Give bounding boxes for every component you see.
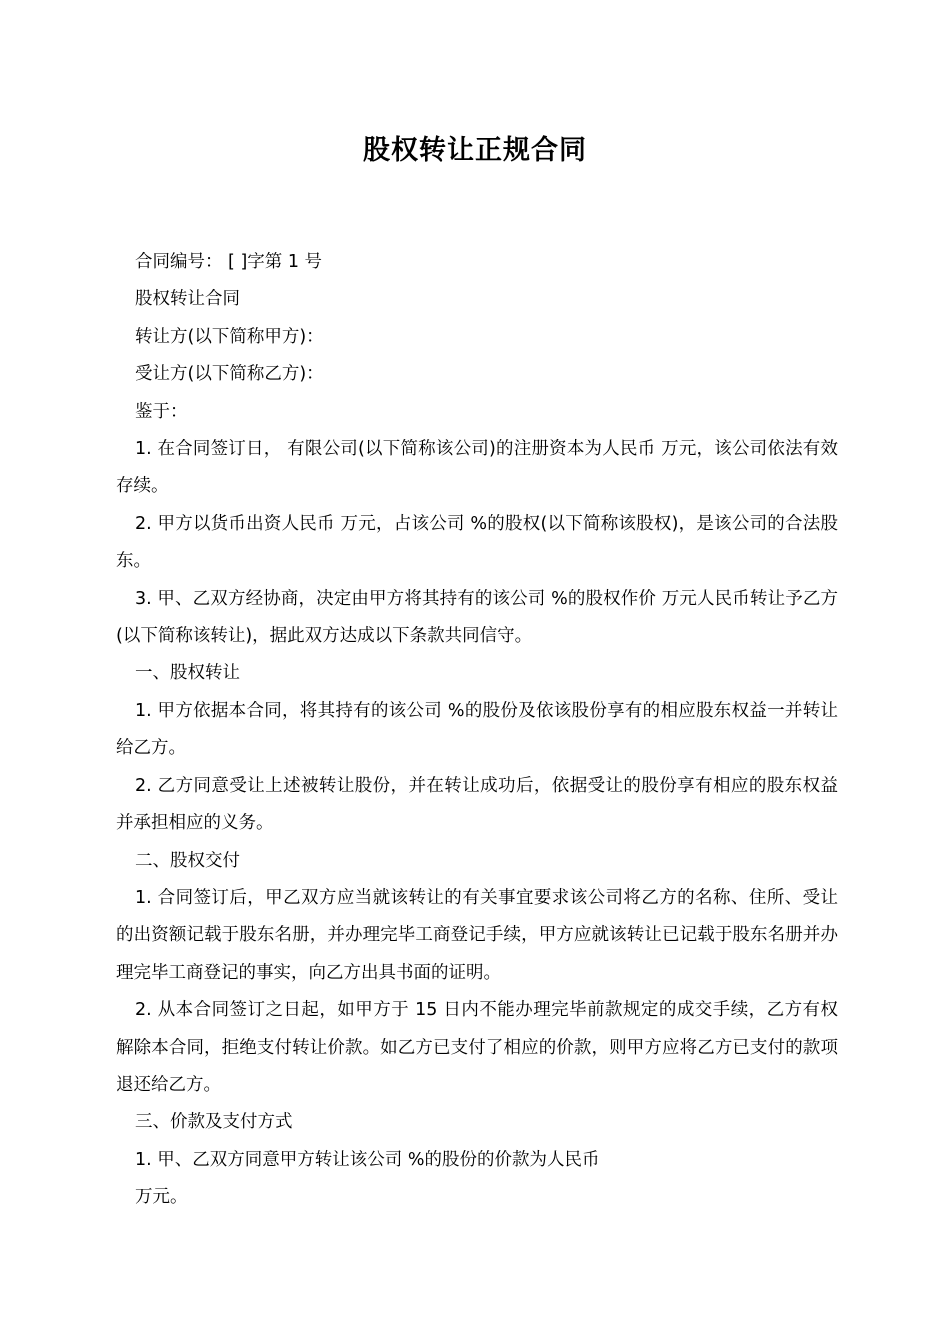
section-heading-equity-transfer: 一、股权转让: [135, 663, 240, 684]
section-heading-equity-delivery: 二、股权交付: [135, 850, 240, 871]
price-clause-1-continued: 万元。: [135, 1187, 188, 1208]
whereas-clause-3: 3. 甲、乙双方经协商，决定由甲方将其持有的该公司 %的股权作价 万元人民币转让予乙方(以下简称该转让)，据此双方达成以下条款共同信守。: [116, 588, 838, 647]
price-clause-1: 1. 甲、乙双方同意甲方转让该公司 %的股份的价款为人民币: [135, 1149, 600, 1170]
whereas-clause-2: 2. 甲方以货币出资人民币 万元，占该公司 %的股权(以下简称该股权)，是该公司的合法股东。: [116, 513, 838, 572]
document-title: 股权转让正规合同: [363, 135, 587, 166]
whereas-heading: 鉴于：: [135, 401, 188, 422]
transferee-line: 受让方(以下简称乙方)：: [135, 364, 324, 385]
equity-delivery-clause-2: 2. 从本合同签订之日起，如甲方于 15 日内不能办理完毕前款规定的成交手续，乙方有权解除本合同，拒绝支付转让价款。如乙方已支付了相应的价款，则甲方应将乙方已支付的款项退还给乙方。: [116, 1000, 838, 1095]
contract-body: [116, 244, 838, 1217]
contract-name: 股权转让合同: [135, 289, 240, 310]
contract-number: 合同编号： [ ]字第 1 号: [135, 252, 323, 272]
equity-delivery-clause-1: 1. 合同签订后，甲乙双方应当就该转让的有关事宜要求该公司将乙方的名称、住所、受让的出资额记载于股东名册，并办理完毕工商登记手续，甲方应就该转让已记载于股东名册并办理完毕工商登记的事实，向乙方出具书面的证明。: [116, 887, 838, 983]
transferor-line: 转让方(以下简称甲方)：: [135, 326, 324, 347]
equity-transfer-clause-2: 2. 乙方同意受让上述被转让股份，并在转让成功后，依据受让的股份享有相应的股东权益并承担相应的义务。: [116, 775, 838, 834]
section-heading-price-payment: 三、价款及支付方式: [135, 1112, 293, 1133]
equity-transfer-clause-1: 1. 甲方依据本合同，将其持有的该公司 %的股份及依该股份享有的相应股东权益一并转让给乙方。: [116, 700, 838, 759]
whereas-clause-1: 1. 在合同签订日， 有限公司(以下简称该公司)的注册资本为人民币 万元，该公司依法有效存续。: [116, 439, 838, 497]
